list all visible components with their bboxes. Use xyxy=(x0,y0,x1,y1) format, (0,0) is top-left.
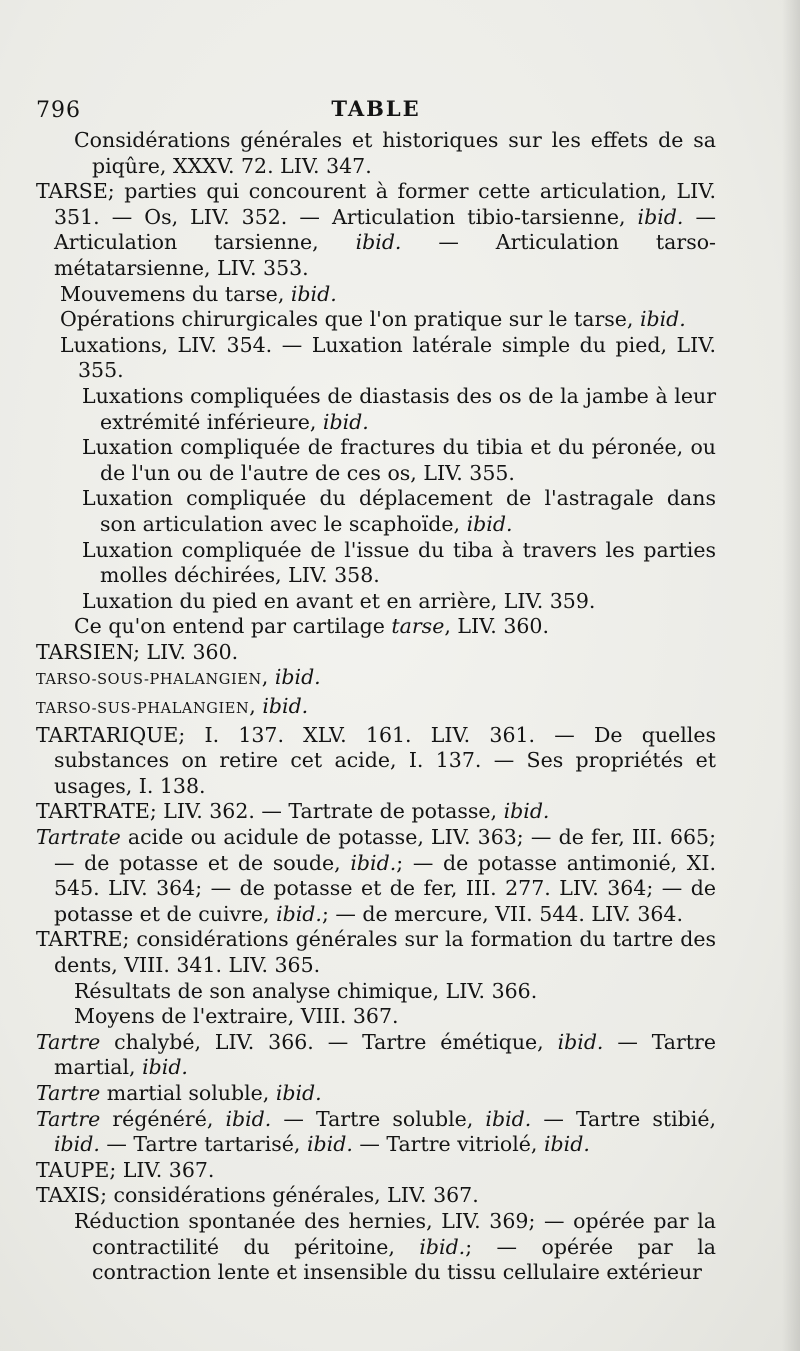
text-run: TARSIEN; LIV. 360. xyxy=(36,639,239,664)
italic-run: ibid. xyxy=(557,1029,604,1054)
page-edge-shadow xyxy=(782,0,800,1351)
italic-run: Tartre xyxy=(36,1080,101,1105)
text-run: chalybé, LIV. 366. — Tartre émétique, xyxy=(100,1029,558,1054)
index-entry xyxy=(60,307,716,333)
text-run: Luxation du pied en avant et en arrière, LIV. 359. xyxy=(82,588,596,613)
text-run: ; — de mercure, VII. 544. LIV. 364. xyxy=(321,901,683,926)
text-run: acide ou acidule de potasse, LIV. 363; — de fer, III. 665; — de potasse et de soude, xyxy=(54,825,716,875)
italic-run: ibid. xyxy=(275,1080,322,1105)
text-run: — Tartre martial, xyxy=(54,1029,716,1080)
text-run: — Articulation tarso-métatarsienne, LIV. 353. xyxy=(54,230,716,280)
index-entry xyxy=(36,1158,716,1184)
text-run: Résultats de son analyse chimique, LIV. 366. xyxy=(74,978,538,1003)
index-entry xyxy=(82,589,716,615)
page-header xyxy=(36,96,716,130)
text-run: Luxation compliquée de fractures du tibia et du péronée, ou de l'un ou de l'autre de ces os, LIV. 355. xyxy=(82,435,716,485)
italic-run: ibid. xyxy=(274,665,321,690)
index-entry xyxy=(36,825,716,927)
italic-run: ibid. xyxy=(306,1132,353,1157)
italic-run: tarse xyxy=(391,614,445,639)
text-run: — Articulation tarsienne, xyxy=(54,204,716,255)
italic-run: ibid. xyxy=(543,1132,590,1157)
text-run: , LIV. 360. xyxy=(444,614,549,639)
index-entry xyxy=(36,1107,716,1158)
italic-run: Tartrate xyxy=(36,825,121,850)
index-entry xyxy=(36,179,716,281)
text-run: — Tartre stibié, xyxy=(531,1106,716,1131)
index-entry xyxy=(36,665,716,694)
text-run: Luxations, LIV. 354. — Luxation latérale simple du pied, LIV. 355. xyxy=(60,332,716,383)
index-entry xyxy=(36,1081,716,1107)
index-entry xyxy=(36,1183,716,1209)
index-entry xyxy=(36,640,716,666)
italic-run: Tartre xyxy=(36,1106,101,1131)
smallcaps-run: TARSO-SUS-PHALANGIEN xyxy=(36,701,250,718)
italic-run: ibid. xyxy=(639,307,686,332)
index-entry xyxy=(36,694,716,723)
italic-run: ibid. xyxy=(290,281,337,306)
text-run: TARTRE; considérations générales sur la formation du tartre des dents, VIII. 341. LIV. 365. xyxy=(36,927,716,977)
text-run: Luxation compliquée de l'issue du tiba à travers les parties molles déchirées, LIV. 358. xyxy=(82,537,716,588)
text-run: Réduction spontanée des hernies, LIV. 369; — opérée par la contractilité du péritoine, xyxy=(74,1208,716,1259)
text-run: — Tartre vitriolé, xyxy=(352,1132,544,1157)
italic-run: Tartre xyxy=(36,1029,101,1054)
italic-run: ibid. xyxy=(485,1106,532,1131)
text-run: Luxation compliquée du déplacement de l'astragale dans son articulation avec le scaphoïde, xyxy=(82,486,716,536)
text-run: Luxations compliquées de diastasis des os de la jambe à leur extrémité inférieure, xyxy=(82,383,716,434)
italic-run: ibid. xyxy=(466,511,513,536)
text-run: TAUPE; LIV. 367. xyxy=(36,1157,215,1182)
italic-run: ibid. xyxy=(419,1234,466,1259)
text-run: régénéré, xyxy=(100,1106,226,1131)
text-run: Opérations chirurgicales que l'on pratique sur le tarse, xyxy=(60,307,640,332)
text-run: Considérations générales et historiques sur les effets de sa piqûre, XXXV. 72. LIV. 347. xyxy=(74,128,716,178)
text-run: Ce qu'on entend par cartilage xyxy=(74,614,392,639)
text-run: ; — opérée par la contraction lente et insensible du tissu cellulaire extérieur xyxy=(92,1234,716,1285)
text-run: TAXIS; considérations générales, LIV. 367. xyxy=(36,1183,479,1208)
index-entry xyxy=(82,384,716,435)
index-entry xyxy=(74,1209,716,1286)
italic-run: ibid. xyxy=(355,230,402,255)
italic-run: ibid. xyxy=(350,850,397,875)
italic-run: ibid. xyxy=(142,1055,188,1080)
page-number: 796 xyxy=(36,98,81,123)
text-run: martial soluble, xyxy=(100,1080,276,1105)
index-entry xyxy=(74,979,716,1005)
italic-run: ibid. xyxy=(276,901,322,926)
running-title: TABLE xyxy=(331,96,421,121)
text-run: , xyxy=(249,694,263,719)
index-entry xyxy=(36,723,716,800)
italic-run: ibid. xyxy=(225,1106,272,1131)
text-run: , xyxy=(261,665,275,690)
italic-run: ibid. xyxy=(503,799,550,824)
index-entry xyxy=(60,282,716,308)
italic-run: ibid. xyxy=(262,694,309,719)
text-run: — Tartre tartarisé, xyxy=(99,1132,307,1157)
text-run: TARTRATE; LIV. 362. — Tartrate de potasse, xyxy=(36,799,504,824)
index-entry xyxy=(36,1030,716,1081)
smallcaps-run: TARSO-SOUS-PHALANGIEN xyxy=(36,672,262,689)
index-entry xyxy=(36,799,716,825)
index-entry xyxy=(82,486,716,537)
index-entry xyxy=(74,1004,716,1030)
index-entry xyxy=(74,614,716,640)
italic-run: ibid. xyxy=(637,204,684,229)
index-entry xyxy=(60,333,716,384)
index-entry xyxy=(74,128,716,179)
text-run: TARSE; parties qui concourent à former cette articulation, LIV. 351. — Os, LIV. 352. — Articulation tibio-tarsienne, xyxy=(36,179,716,229)
text-run: Mouvemens du tarse, xyxy=(60,281,291,306)
text-run: TARTARIQUE; I. 137. XLV. 161. LIV. 361. — De quelles substances on retire cet acide, I. 137. — Ses propriétés et usages, I. 138. xyxy=(36,722,716,798)
index-entry xyxy=(82,538,716,589)
text-run: ; — de potasse antimonié, XI. 545. LIV. 364; — de potasse et de fer, III. 277. LIV. 364; — de potasse et de cuivre, xyxy=(54,850,716,926)
index-entries xyxy=(36,128,716,1286)
italic-run: ibid. xyxy=(54,1132,100,1157)
text-run: Moyens de l'extraire, VIII. 367. xyxy=(74,1004,399,1029)
text-run: — Tartre soluble, xyxy=(271,1106,486,1131)
index-entry xyxy=(82,435,716,486)
italic-run: ibid. xyxy=(322,409,369,434)
index-entry xyxy=(36,927,716,978)
